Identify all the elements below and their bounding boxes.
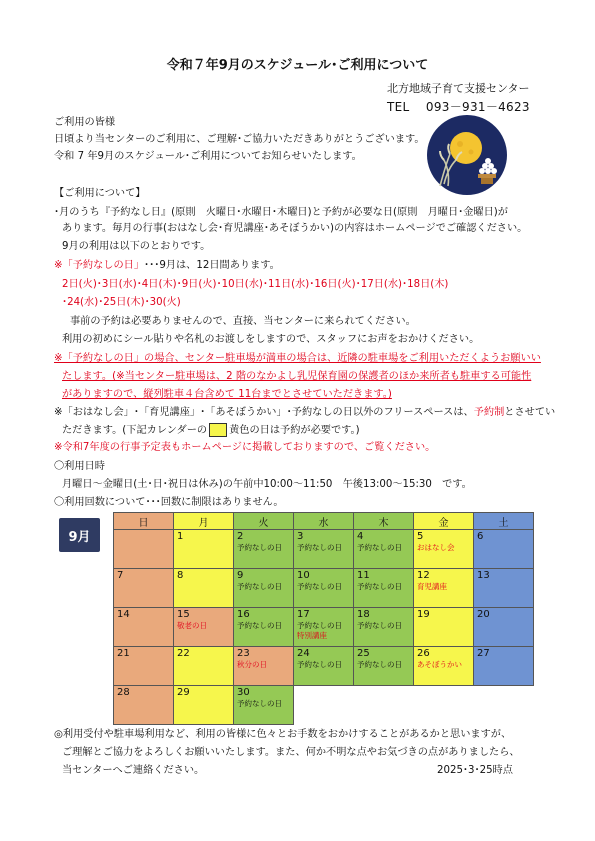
- calendar-day-cell: [414, 608, 474, 647]
- as-of-date: 2025･3･25時点: [437, 765, 513, 776]
- no-reservation-summary: [54, 259, 280, 273]
- parking-note: ※「予約なしの日」の場合、センター駐車場が満車の場合は、近隣の駐車場をご利用いただくようお願いい: [54, 353, 541, 364]
- day-number: 11: [357, 570, 370, 581]
- weekday-header: 月: [174, 513, 234, 530]
- day-number: 1: [177, 531, 184, 542]
- greeting-line: 令和 7 年9月のスケジュール･ご利用についてお知らせいたします。: [54, 151, 362, 162]
- day-number: 20: [477, 609, 490, 620]
- calendar-day-cell: [234, 608, 294, 647]
- day-number: 25: [357, 648, 370, 659]
- calendar-day-cell: [114, 647, 174, 686]
- calendar-table: [113, 512, 534, 725]
- calendar-day-cell: [474, 569, 534, 608]
- calendar-day-cell: [354, 647, 414, 686]
- day-number: 30: [237, 687, 250, 698]
- calendar-day-cell: [234, 647, 294, 686]
- day-event-note: おはなし会: [417, 543, 455, 552]
- yellow-swatch: [209, 423, 227, 437]
- calendar-day-cell: [354, 530, 414, 569]
- day-event-note: 育児講座: [417, 582, 447, 591]
- body-line: 9月の利用は以下のとおりです。: [62, 241, 211, 252]
- calendar-day-cell: [414, 569, 474, 608]
- calendar-body: [114, 530, 534, 725]
- body-line: ･月のうち『予約なし日』(原則 火曜日･水曜日･木曜日)と予約が必要な日(原則 月曜日･金曜日)が: [54, 207, 508, 218]
- calendar-week-row: [114, 686, 534, 725]
- day-event-note: 予約なしの日: [357, 660, 402, 669]
- day-event-note: 予約なしの日: [357, 621, 402, 630]
- calendar-day-cell: [414, 647, 474, 686]
- day-number: 23: [237, 648, 250, 659]
- day-number: 10: [297, 570, 310, 581]
- day-event-note: 予約なしの日: [297, 660, 342, 669]
- telephone: TEL 093－931－4623: [387, 100, 530, 114]
- reservation-required-text: 予約制: [473, 407, 505, 418]
- calendar-day-cell: [294, 608, 354, 647]
- footer-line: ご理解とご協力をよろしくお願いいたします。また、何か不明な点やお気づきの点がありましたら、: [62, 747, 520, 758]
- reservation-note-text: とさせてい: [504, 407, 556, 418]
- calendar-day-cell: [174, 530, 234, 569]
- day-event-note: 予約なしの日: [237, 582, 282, 591]
- day-event-note: あそぼうかい: [417, 660, 462, 669]
- calendar-day-cell: [234, 686, 294, 725]
- day-number: 3: [297, 531, 304, 542]
- calendar-day-cell: [474, 530, 534, 569]
- reservation-note: [62, 423, 360, 438]
- day-event-note: 予約なしの日: [237, 699, 282, 708]
- calendar-day-cell: [234, 569, 294, 608]
- day-number: 6: [477, 531, 484, 542]
- calendar-day-cell: [474, 608, 534, 647]
- day-number: 18: [357, 609, 370, 620]
- day-event-note: 秋分の日: [237, 660, 267, 669]
- weekday-header: 火: [234, 513, 294, 530]
- calendar-day-cell: [294, 530, 354, 569]
- day-event-note: 予約なしの日: [237, 621, 282, 630]
- weekday-header: 水: [294, 513, 354, 530]
- calendar-day-cell: [114, 608, 174, 647]
- calendar-day-cell: [474, 647, 534, 686]
- reservation-note-text: 黄色の日は予約が必要です。): [229, 425, 360, 436]
- day-number: 22: [177, 648, 190, 659]
- body-line: 事前の予約は必要ありませんので、直接、当センターに来られてください。: [70, 316, 416, 327]
- day-number: 19: [417, 609, 430, 620]
- day-number: 17: [297, 609, 310, 620]
- day-event-note: 敬老の日: [177, 621, 207, 630]
- day-number: 15: [177, 609, 190, 620]
- no-reservation-dates: 2日(火)･3日(水)･4日(木)･9日(火)･10日(水)･11日(水)･16日(火)･17日(水)･18日(木): [62, 279, 449, 290]
- calendar-day-cell: [174, 569, 234, 608]
- footer-line: 当センターへご連絡ください。: [62, 765, 205, 776]
- weekday-header: 金: [414, 513, 474, 530]
- day-number: 21: [117, 648, 130, 659]
- day-number: 14: [117, 609, 130, 620]
- no-reservation-dates: ･24(水)･25日(木)･30(火): [62, 297, 181, 308]
- body-line: 利用の初めにシール貼りや名札のお渡しをしますので、スタッフにお声をおかけください。: [62, 334, 480, 345]
- day-number: 29: [177, 687, 190, 698]
- day-event-note: 特別講座: [297, 631, 327, 640]
- day-number: 28: [117, 687, 130, 698]
- reservation-note-text: ただきます。(下記カレンダーの: [62, 425, 208, 436]
- weekday-header: 日: [114, 513, 174, 530]
- page-title: 令和７年9月のスケジュール･ご利用について: [166, 58, 429, 73]
- calendar-day-cell: [114, 530, 174, 569]
- month-label: 9月: [59, 518, 100, 552]
- body-line: あります。毎月の行事(おはなし会･育児講座･あそぼうかい)の内容はホームページでご確認ください。: [62, 223, 528, 234]
- calendar-day-cell: [174, 647, 234, 686]
- calendar-week-row: [114, 530, 534, 569]
- calendar-week-row: [114, 647, 534, 686]
- day-number: 26: [417, 648, 430, 659]
- day-number: 7: [117, 570, 124, 581]
- day-number: 27: [477, 648, 490, 659]
- calendar-week-row: [114, 608, 534, 647]
- calendar-day-cell: [234, 530, 294, 569]
- hours-heading: 〇利用日時: [54, 461, 105, 472]
- reservation-note-text: ※「おはなし会」･「育児講座」･「あそぼうかい」･予約なしの日以外のフリースペースは、: [54, 407, 474, 418]
- calendar-day-cell: [354, 569, 414, 608]
- day-number: 12: [417, 570, 430, 581]
- parking-note: たします。(※当センター駐車場は、2 階のなかよし乳児保育園の保護者のほか来所者も駐車する可能性: [62, 371, 532, 382]
- calendar-day-cell: [174, 608, 234, 647]
- organization-name: 北方地域子育て支援センター: [387, 82, 530, 95]
- day-event-note: 予約なしの日: [297, 621, 342, 630]
- day-number: 4: [357, 531, 364, 542]
- calendar-day-cell: [114, 569, 174, 608]
- no-reservation-count: ･･･9月は、12日間あります。: [144, 260, 280, 271]
- day-number: 8: [177, 570, 184, 581]
- day-event-note: 予約なしの日: [297, 543, 342, 552]
- calendar-day-cell: [294, 569, 354, 608]
- footer-line: ◎利用受付や駐車場利用など、利用の皆様に色々とお手数をおかけすることがあるかと思いますが、: [54, 729, 512, 740]
- day-event-note: 予約なしの日: [357, 582, 402, 591]
- day-event-note: 予約なしの日: [357, 543, 402, 552]
- moon-viewing-icon: [426, 114, 508, 196]
- parking-note: がありますので、縦列駐車４台含めて 11台までとさせていただきます。): [62, 389, 392, 400]
- calendar-day-cell: [114, 686, 174, 725]
- day-number: 9: [237, 570, 244, 581]
- day-number: 16: [237, 609, 250, 620]
- greeting-line: ご利用の皆様: [54, 117, 116, 128]
- day-number: 5: [417, 531, 424, 542]
- calendar-day-cell: [354, 608, 414, 647]
- no-reservation-label: ※「予約なしの日」: [54, 260, 145, 271]
- day-event-note: 予約なしの日: [237, 543, 282, 552]
- day-event-note: 予約なしの日: [297, 582, 342, 591]
- greeting-line: 日頃より当センターのご利用に、ご理解･ご協力いただきありがとうございます。: [54, 134, 425, 145]
- weekday-header: 木: [354, 513, 414, 530]
- day-number: 24: [297, 648, 310, 659]
- annual-schedule-note: ※令和7年度の行事予定表もホームページに掲載しておりますので、ご覧ください。: [54, 442, 436, 453]
- section-heading: 【ご利用について】: [54, 188, 146, 199]
- calendar-day-cell: [414, 530, 474, 569]
- reservation-note: [54, 406, 555, 420]
- calendar-header-row: [114, 513, 534, 530]
- calendar-day-cell: [294, 647, 354, 686]
- weekday-header: 土: [474, 513, 534, 530]
- hours-text: 月曜日～金曜日(土･日･祝日は休み)の午前中10:00～11:50 午後13:00～15:30 です。: [62, 479, 472, 490]
- day-number: 13: [477, 570, 490, 581]
- day-number: 2: [237, 531, 244, 542]
- calendar-day-cell: [174, 686, 234, 725]
- calendar-week-row: [114, 569, 534, 608]
- usage-limit-text: 〇利用回数について･･･回数に制限はありません。: [54, 497, 284, 508]
